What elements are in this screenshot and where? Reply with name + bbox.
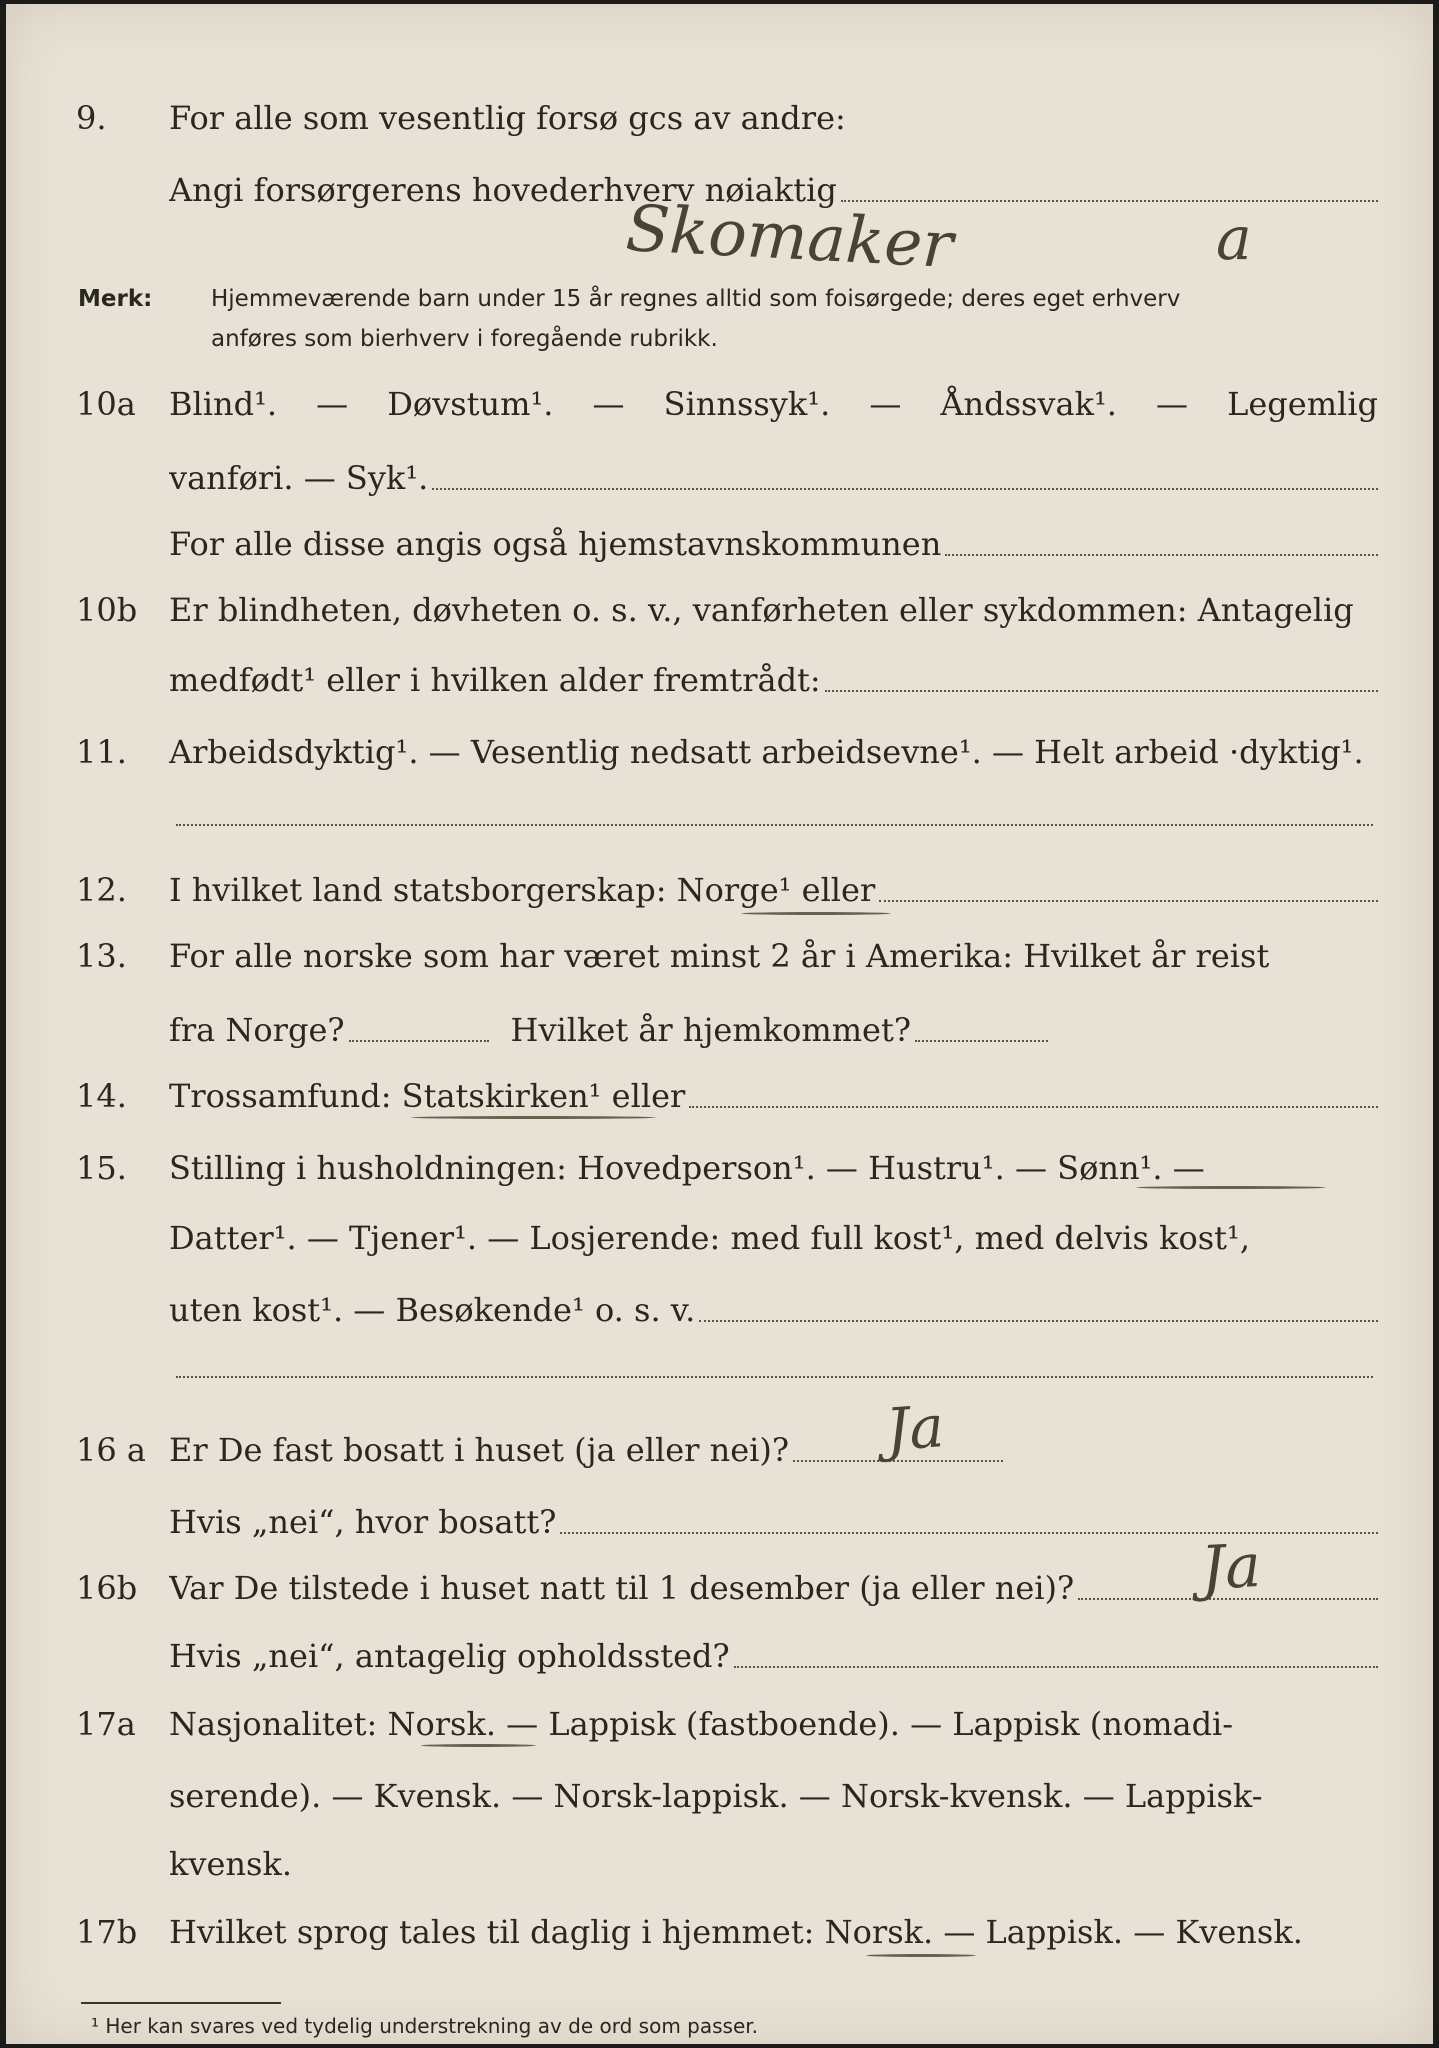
q10a-home-municipality: For alle disse angis også hjemstavnskommunen [169, 514, 1378, 574]
q9-line1 [6, 88, 1433, 148]
q17a-line1 [6, 1694, 1433, 1754]
q12-norge-underline [741, 912, 891, 915]
q16b-line2 [6, 1626, 1433, 1686]
q16a-where: Hvis „nei“, hvor bosatt? [169, 1492, 1378, 1552]
q13-years: fra Norge? Hvilket år hjemkommet? [169, 1000, 1048, 1060]
q15-line3 [6, 1280, 1433, 1340]
q17b-line1 [6, 1902, 1433, 1962]
q10b-onset: medfødt¹ eller i hvilken alder fremtrådt: [169, 650, 1378, 710]
q16b-number: 16b [76, 1569, 138, 1607]
q9-provider-occupation: Angi forsørgerens hovederhverv nøiaktig [169, 160, 1378, 220]
q11-line1 [6, 722, 1433, 782]
footnote: ¹ Her kan svares ved tydelig understrekning av de ord som passer. [91, 2014, 759, 2038]
q10a-options: Blind¹. — Døvstum¹. — Sinnssyk¹. — Åndssvak¹. — Legemlig [169, 385, 1378, 423]
q10a-line3 [6, 514, 1433, 574]
q15-line2 [6, 1208, 1433, 1268]
q11-text: Arbeidsdyktig¹. — Vesentlig nedsatt arbeidsevne¹. — Helt arbeid ·dyktig¹. [169, 733, 1364, 771]
q15-number: 15. [76, 1149, 127, 1187]
merk-text-line2: anføres som bierhverv i foregående rubrikk. [211, 326, 718, 352]
q17b-text: Hvilket sprog tales til daglig i hjemmet: Norsk. — Lappisk. — Kvensk. [169, 1913, 1303, 1951]
q16a-line1 [6, 1420, 1433, 1480]
q13-line1 [6, 926, 1433, 986]
q13-number: 13. [76, 937, 127, 975]
q12-text: I hvilket land statsborgerskap: Norge¹ eller [169, 860, 1378, 920]
q17a-text: Nasjonalitet: Norsk. — Lappisk (fastboende). — Lappisk (nomadi- [169, 1705, 1234, 1743]
q12-number: 12. [76, 871, 127, 909]
q15-text-cont: Datter¹. — Tjener¹. — Losjerende: med full kost¹, med delvis kost¹, [169, 1219, 1251, 1257]
q9-handwritten-mark: a [1216, 204, 1252, 274]
q17a-line2 [6, 1766, 1433, 1826]
q14-text: Trossamfund: Statskirken¹ eller [169, 1066, 1378, 1126]
q15-sonn-underline [1136, 1186, 1326, 1189]
q15-blank-line [176, 1376, 1373, 1378]
q10b-text: Er blindheten, døvheten o. s. v., vanførheten eller sykdommen: Antagelig [169, 591, 1354, 629]
q10b-line1 [6, 580, 1433, 640]
q16b-text: Var De tilstede i huset natt til 1 desember (ja eller nei)? [169, 1558, 1378, 1618]
q17a-line3 [6, 1834, 1433, 1894]
q16a-text: Er De fast bosatt i huset (ja eller nei)? [169, 1420, 1003, 1480]
q14-statskirken-underline [411, 1116, 656, 1119]
q17b-norsk-underline [866, 1954, 976, 1957]
q9-handwritten-answer: Skomaker [624, 192, 955, 284]
q17a-norsk-underline [421, 1744, 536, 1747]
q10a-line2 [6, 448, 1433, 508]
q17a-number: 17a [76, 1705, 136, 1743]
q17a-text-cont2: kvensk. [169, 1845, 292, 1883]
q9-text: For alle som vesentlig forsø gcs av andre: [169, 99, 846, 137]
q17a-text-cont: serende). — Kvensk. — Norsk-lappisk. — Norsk-kvensk. — Lappisk- [169, 1777, 1263, 1815]
q12-line1 [6, 860, 1433, 920]
q13-text: For alle norske som har været minst 2 år i Amerika: Hvilket år reist [169, 937, 1270, 975]
q10a-number: 10a [76, 385, 136, 423]
q11-blank-line [176, 824, 1373, 826]
q15-text: Stilling i husholdningen: Hovedperson¹. — Hustru¹. — Sønn¹. — [169, 1149, 1205, 1187]
merk-label: Merk: [78, 286, 153, 312]
q16a-handwritten-answer: Ja [883, 1392, 947, 1464]
q14-number: 14. [76, 1077, 127, 1115]
q16b-handwritten-answer: Ja [1199, 1530, 1263, 1604]
q17b-number: 17b [76, 1913, 138, 1951]
q11-number: 11. [76, 733, 127, 771]
q13-line2 [6, 1000, 1433, 1060]
census-form-page [6, 4, 1433, 2044]
merk-text-line1: Hjemmeværende barn under 15 år regnes alltid som foisørgede; deres eget erhverv [211, 286, 1181, 312]
q10a-options-cont: vanføri. — Syk¹. [169, 448, 1378, 508]
q14-line1 [6, 1066, 1433, 1126]
footnote-rule [81, 2002, 281, 2004]
q15-line1 [6, 1138, 1433, 1198]
q15-text-cont2: uten kost¹. — Besøkende¹ o. s. v. [169, 1280, 1378, 1340]
q16b-whereabouts: Hvis „nei“, antagelig opholdssted? [169, 1626, 1378, 1686]
q10b-line2 [6, 650, 1433, 710]
q10a-line1 [6, 374, 1433, 434]
q16a-number: 16 a [76, 1431, 146, 1469]
q9-number: 9. [76, 99, 107, 137]
q10b-number: 10b [76, 591, 138, 629]
